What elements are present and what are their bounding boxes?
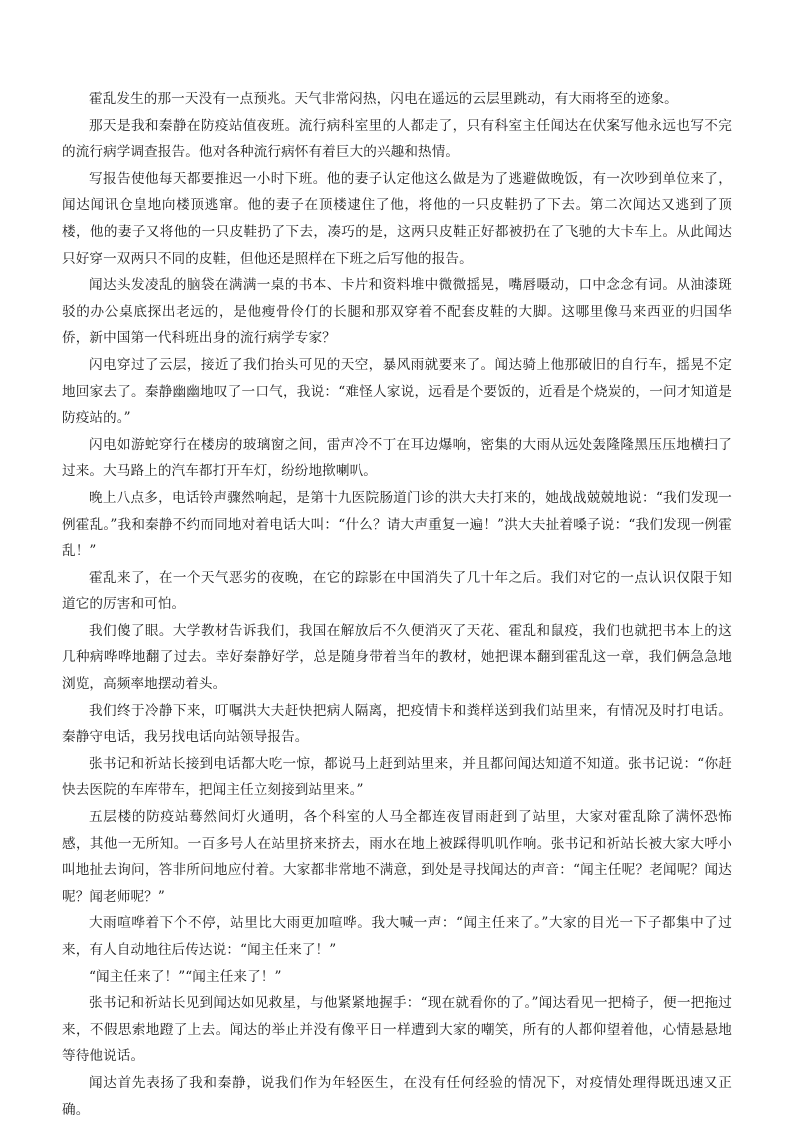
paragraph: 写报告使他每天都要推迟一小时下班。他的妻子认定他这么做是为了逃避做晚饭，有一次吵到单位来了，闻达闻讯仓皇地向楼顶逃窜。他的妻子在顶楼逮住了他，将他的一只皮鞋扔了下去。第二次闻达又逃到了顶楼，他的妻子又将他的一只皮鞋扔了下去，凑巧的是，这两只皮鞋正好都被扔在了飞驰的大卡车上。从此闻达只好穿一双两只不同的皮鞋，但他还是照样在下班之后写他的报告。 bbox=[62, 170, 732, 267]
paragraph: 晚上八点多，电话铃声骤然响起，是第十九医院肠道门诊的洪大夫打来的，她战战兢兢地说：“我们发现一例霍乱。”我和秦静不约而同地对着电话大叫：“什么？请大声重复一遍！”洪大夫扯着嗓子说：“我们发现一例霍乱！” bbox=[62, 489, 732, 560]
paragraph: 霍乱来了，在一个天气恶劣的夜晚，在它的踪影在中国消失了几十年之后。我们对它的一点认识仅限于知道它的厉害和可怕。 bbox=[62, 569, 732, 613]
paragraph: 我们终于冷静下来，叮嘱洪大夫赶快把病人隔离，把疫情卡和粪样送到我们站里来，有情况及时打电话。秦静守电话，我另找电话向站领导报告。 bbox=[62, 702, 732, 746]
paragraph: 我们傻了眼。大学教材告诉我们，我国在解放后不久便消灭了天花、霍乱和鼠疫，我们也就把书本上的这几种病哗哗地翻了过去。幸好秦静好学，总是随身带着当年的教材，她把课本翻到霍乱这一章，我们俩急急地浏览，高频率地摆动着头。 bbox=[62, 622, 732, 693]
paragraph: 闻达头发凌乱的脑袋在满满一桌的书本、卡片和资料堆中微微摇晃，嘴唇嗫动，口中念念有词。从油漆斑驳的办公桌底探出老远的，是他瘦骨伶仃的长腿和那双穿着不配套皮鞋的大脚。这哪里像马来西亚的归国华侨，新中国第一代科班出身的流行病学专家？ bbox=[62, 277, 732, 347]
paragraph: 张书记和祈站长见到闻达如见救星，与他紧紧地握手：“现在就看你的了。”闻达看见一把椅子，便一把拖过来，不假思索地蹬了上去。闻达的举止并没有像平日一样遭到大家的嘲笑，所有的人都仰望着他，心情悬悬地等待他说话。 bbox=[62, 995, 732, 1065]
paragraph: 霍乱发生的那一天没有一点预兆。天气非常闷热，闪电在遥远的云层里跳动，有大雨将至的迹象。 bbox=[89, 91, 678, 107]
paragraph: 五层楼的防疫站蓦然间灯火通明，各个科室的人马全都连夜冒雨赶到了站里，大家对霍乱除了满怀恐怖感，其他一无所知。一百多号人在站里挤来挤去，雨水在地上被踩得叽叽作响。张书记和祈站长被大家大呼小叫地扯去询问，答非所问地应付着。大家都非常地不满意，到处是寻找闻达的声音：“闻主任呢？老闻呢？闻达呢？闻老师呢？” bbox=[62, 809, 732, 905]
paragraph: 那天是我和秦静在防疫站值夜班。流行病科室里的人都走了，只有科室主任闻达在伏案写他永远也写不完的流行病学调查报告。他对各种流行病怀有着巨大的兴趣和热情。 bbox=[62, 117, 732, 161]
paragraph: “闻主任来了！”“闻主任来了！” bbox=[89, 968, 282, 985]
paragraph: 大雨喧哗着下个不停，站里比大雨更加喧哗。我大喊一声：“闻主任来了。”大家的目光一下子都集中了过来，有人自动地往后传达说：“闻主任来了！” bbox=[62, 915, 732, 958]
paragraph: 闪电穿过了云层，接近了我们抬头可见的天空，暴风雨就要来了。闻达骑上他那破旧的自行车，摇晃不定地回家去了。秦静幽幽地叹了一口气，我说：“难怪人家说，远看是个要饭的，近看是个烧炭的，一问才知道是防疫站的。” bbox=[62, 356, 732, 427]
paragraph: 张书记和祈站长接到电话都大吃一惊，都说马上赶到站里来，并且都问闻达知道不知道。张书记说：“你赶快去医院的车库带车，把闻主任立刻接到站里来。” bbox=[62, 755, 732, 799]
paragraph: 闪电如游蛇穿行在楼房的玻璃窗之间，雷声冷不丁在耳边爆响，密集的大雨从远处轰隆隆黑压压地横扫了过来。大马路上的汽车都打开车灯，纷纷地揿喇叭。 bbox=[62, 436, 732, 480]
document-body bbox=[62, 86, 732, 1123]
paragraph: 闻达首先表扬了我和秦静，说我们作为年轻医生，在没有任何经验的情况下，对疫情处理得既迅速又正确。 bbox=[62, 1074, 732, 1118]
